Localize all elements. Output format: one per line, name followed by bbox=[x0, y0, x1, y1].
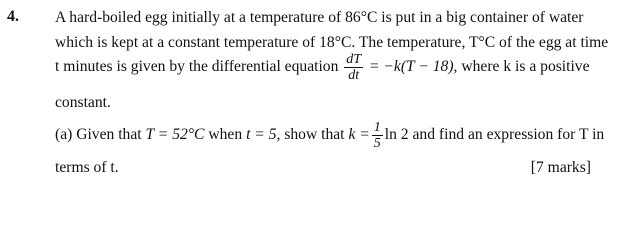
part-a-show: , show that bbox=[276, 126, 345, 144]
derivative-numerator: dT bbox=[346, 52, 362, 67]
part-a-line-2: terms of t. bbox=[55, 159, 119, 176]
k-fraction bbox=[372, 120, 383, 151]
question-line-2: which is kept at a constant temperature of 18°C. The temperature, T°C of the egg at time bbox=[55, 34, 609, 51]
marks-label: [7 marks] bbox=[530, 159, 591, 176]
derivative-fraction bbox=[344, 52, 363, 83]
line3-text-pre: t minutes is given by the differential equation bbox=[55, 58, 339, 76]
part-a-condition-temperature: T = 52°C bbox=[145, 126, 205, 144]
part-a-condition-time: t = 5 bbox=[246, 126, 277, 144]
question-line-1: A hard-boiled egg initially at a temperature of 86°C is put in a big container of water bbox=[55, 9, 584, 26]
question-line-3 bbox=[55, 52, 590, 83]
part-a-pre: (a) Given that bbox=[55, 126, 142, 144]
derivative-rhs: = −k(T − 18) bbox=[368, 58, 454, 76]
line3-text-post: , where k is a positive bbox=[453, 58, 590, 76]
derivative-denominator: dt bbox=[348, 68, 360, 83]
k-expression-lhs: k = bbox=[348, 126, 370, 144]
part-a-post: and find an expression for T in bbox=[412, 126, 605, 144]
question-line-4: constant. bbox=[55, 94, 111, 111]
part-a-when: when bbox=[208, 126, 243, 144]
k-fraction-denominator: 5 bbox=[373, 136, 381, 151]
k-fraction-numerator: 1 bbox=[373, 120, 381, 135]
question-number: 4. bbox=[7, 8, 19, 25]
part-a-line-1 bbox=[55, 120, 604, 151]
k-expression-rhs: ln 2 bbox=[384, 126, 409, 144]
